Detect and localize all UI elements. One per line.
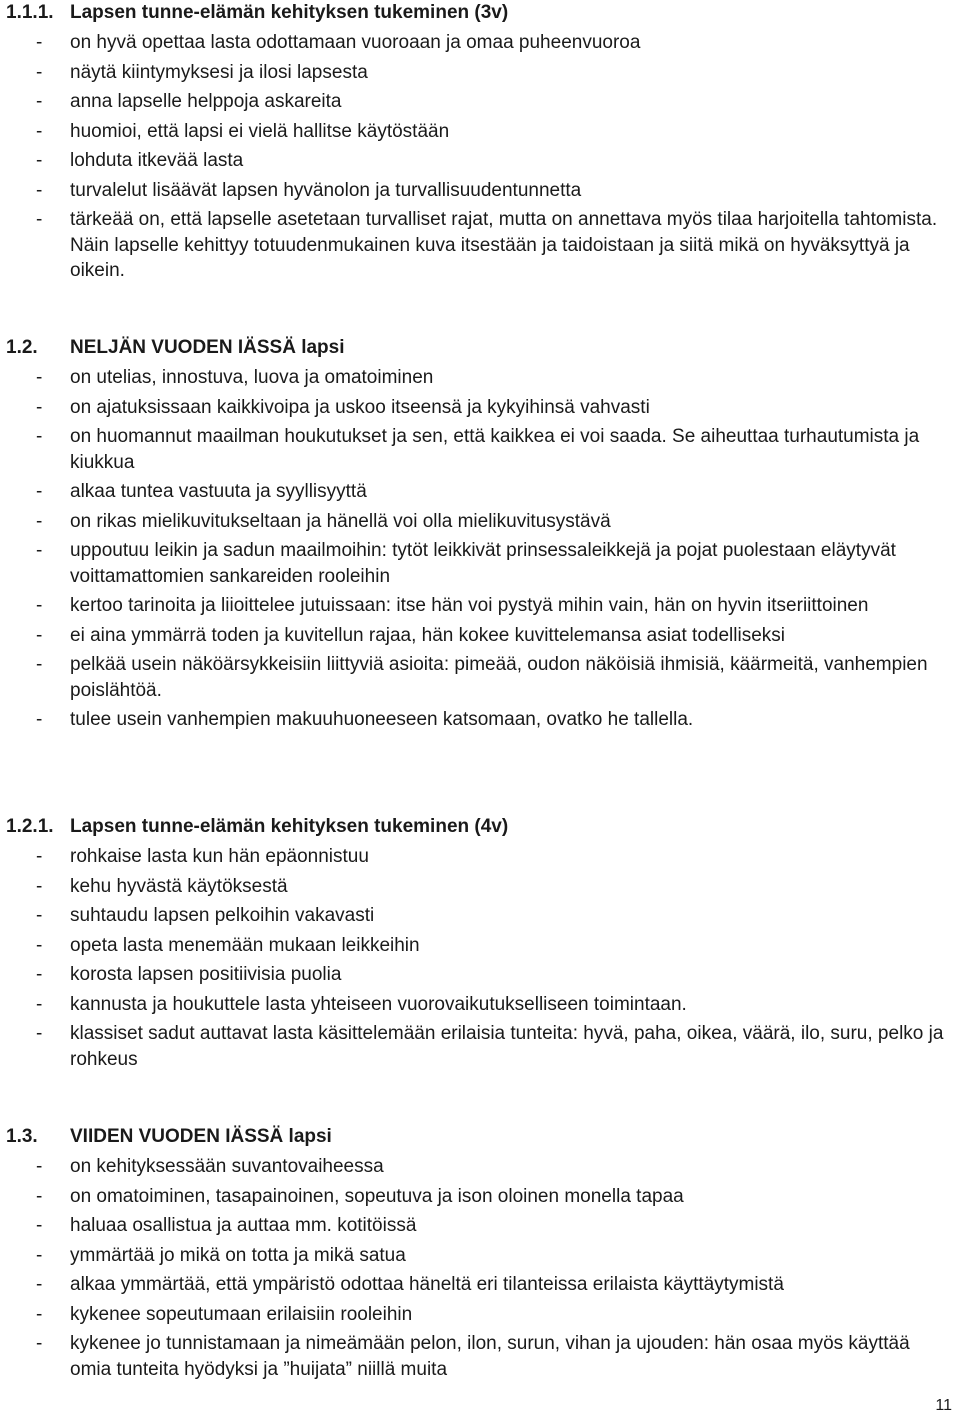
bullet-dash: - [36,993,43,1015]
bullet-dash: - [36,1274,43,1295]
bullet-dash: - [36,367,43,388]
bullet-dash: - [36,179,43,201]
list-item [6,1021,956,1072]
list-item [6,1213,956,1239]
list-item-text: huomioi, että lapsi ei vielä hallitse käytöstään [70,120,450,142]
bullet-dash: - [36,540,43,561]
list-item [6,424,956,475]
list-item [6,60,956,86]
bullet-dash: - [36,595,43,616]
bullet-list [6,1154,956,1382]
list-item [6,538,956,589]
section-number: 1.2.1. [6,816,54,837]
list-item-text: on ajatuksissaan kaikkivoipa ja uskoo itseensä ja kykyihinsä vahvasti [70,396,650,418]
list-item-text: on utelias, innostuva, luova ja omatoiminen [70,367,434,388]
section-title: NELJÄN VUODEN IÄSSÄ lapsi [70,337,345,358]
bullet-dash: - [36,426,43,447]
list-item-text: pelkää usein näköärsykkeisiin liittyviä asioita: pimeää, oudon näköisiä ihmisiä, käärmeitä, vanhempien poislähtöä. [70,654,928,701]
bullet-dash: - [36,150,43,171]
list-item [6,119,956,145]
list-item [6,365,956,391]
list-item-text: kykenee jo tunnistamaan ja nimeämään pelon, ilon, surun, vihan ja ujouden: hän osaa myös käyttää omia tunteita hyödyksi ja ”huijata” niillä muita [70,1333,910,1380]
bullet-dash: - [36,709,43,730]
list-item [6,933,956,959]
list-item [6,1302,956,1328]
list-item-text: ei aina ymmärrä toden ja kuvitellun rajaa, hän kokee kuvittelemansa asiat todelliseksi [70,624,785,646]
list-item-text: näytä kiintymyksesi ja ilosi lapsesta [70,61,368,83]
section-heading [6,335,956,361]
list-item-text: kehu hyvästä käytöksestä [70,875,288,897]
section-number: 1.1.1. [6,2,54,23]
list-item [6,89,956,115]
list-item-text: on kehityksessään suvantovaiheessa [70,1156,384,1177]
section-heading [6,814,956,840]
bullet-list [6,30,956,284]
bullet-dash: - [36,1303,43,1325]
list-item-text: ymmärtää jo mikä on totta ja mikä satua [70,1244,406,1266]
list-item-text: on rikas mielikuvitukseltaan ja hänellä voi olla mielikuvitusystävä [70,510,611,532]
bullet-dash: - [36,510,43,532]
bullet-dash: - [36,1244,43,1266]
list-item [6,707,956,733]
bullet-dash: - [36,964,43,985]
section-four-year-old [6,335,956,733]
list-item [6,593,956,619]
bullet-dash: - [36,396,43,418]
list-item-text: tulee usein vanhempien makuuhuoneeseen katsomaan, ovatko he tallella. [70,709,694,730]
bullet-dash: - [36,846,43,867]
list-item [6,178,956,204]
list-item-text: kertoo tarinoita ja liioittelee jutuissaan: itse hän voi pystyä mihin vain, hän on hyvin itseriittoinen [70,595,869,616]
list-item [6,903,956,929]
list-item [6,1184,956,1210]
section-number: 1.3. [6,1126,38,1147]
section-title: Lapsen tunne-elämän kehityksen tukeminen (4v) [70,816,509,837]
section-4v-support [6,814,956,1072]
list-item-text: alkaa ymmärtää, että ympäristö odottaa häneltä eri tilanteissa erilaista käyttäytymistä [70,1274,784,1295]
list-item [6,395,956,421]
section-3v-support [6,0,956,284]
list-item [6,1272,956,1298]
list-item [6,509,956,535]
list-item [6,1154,956,1180]
list-item [6,623,956,649]
bullet-dash: - [36,1185,43,1207]
section-heading [6,1124,956,1150]
bullet-dash: - [36,905,43,926]
list-item-text: on omatoiminen, tasapainoinen, sopeutuva ja ison oloinen monella tapaa [70,1185,684,1207]
list-item-text: uppoutuu leikin ja sadun maailmoihin: tytöt leikkivät prinsessaleikkejä ja pojat puolestaan eläytyvät voittamattomien sankareiden rooleihin [70,540,896,587]
list-item [6,1331,956,1382]
list-item-text: anna lapselle helppoja askareita [70,91,342,112]
list-item-text: lohduta itkevää lasta [70,150,244,171]
list-item-text: tärkeää on, että lapselle asetetaan turvalliset rajat, mutta on annettava myös tilaa harjoitella tahtomista. Näin lapselle kehittyy totuudenmukainen kuva itsestään ja taidoistaan ja siitä mikä on hyväksyttyä ja oikein. [70,209,938,281]
list-item-text: kannusta ja houkuttele lasta yhteiseen vuorovaikutukselliseen toimintaan. [70,993,687,1015]
bullet-dash: - [36,624,43,646]
list-item-text: rohkaise lasta kun hän epäonnistuu [70,846,369,867]
bullet-dash: - [36,120,43,142]
list-item-text: turvalelut lisäävät lapsen hyvänolon ja turvallisuudentunnetta [70,179,582,201]
section-title: Lapsen tunne-elämän kehityksen tukeminen (3v) [70,2,509,23]
section-five-year-old [6,1124,956,1382]
list-item [6,148,956,174]
list-item-text: opeta lasta menemään mukaan leikkeihin [70,934,420,956]
page-number: 11 [935,1397,952,1414]
bullet-dash: - [36,1023,43,1044]
list-item-text: alkaa tuntea vastuuta ja syyllisyyttä [70,481,367,502]
list-item-text: haluaa osallistua ja auttaa mm. kotitöissä [70,1215,417,1236]
bullet-dash: - [36,481,43,502]
list-item-text: on hyvä opettaa lasta odottamaan vuoroaan ja omaa puheenvuoroa [70,32,641,53]
list-item-text: on huomannut maailman houkutukset ja sen, että kaikkea ei voi saada. Se aiheuttaa turhautumista ja kiukkua [70,426,920,473]
bullet-dash: - [36,32,43,53]
bullet-dash: - [36,91,43,112]
list-item [6,652,956,703]
list-item-text: korosta lapsen positiivisia puolia [70,964,342,985]
section-title: VIIDEN VUODEN IÄSSÄ lapsi [70,1126,332,1147]
list-item [6,844,956,870]
bullet-dash: - [36,654,43,675]
list-item [6,962,956,988]
bullet-dash: - [36,934,43,956]
bullet-dash: - [36,1156,43,1177]
list-item-text: suhtaudu lapsen pelkoihin vakavasti [70,905,375,926]
bullet-list [6,365,956,733]
list-item [6,992,956,1018]
list-item [6,874,956,900]
bullet-dash: - [36,1215,43,1236]
bullet-dash: - [36,209,43,230]
list-item [6,1243,956,1269]
list-item [6,207,956,284]
list-item [6,30,956,56]
section-heading [6,0,956,26]
bullet-list [6,844,956,1072]
list-item-text: klassiset sadut auttavat lasta käsittelemään erilaisia tunteita: hyvä, paha, oikea, väärä, ilo, suru, pelko ja rohkeus [70,1023,944,1070]
list-item-text: kykenee sopeutumaan erilaisiin rooleihin [70,1303,413,1325]
section-number: 1.2. [6,337,38,358]
list-item [6,479,956,505]
bullet-dash: - [36,875,43,897]
bullet-dash: - [36,1333,43,1354]
bullet-dash: - [36,61,43,83]
